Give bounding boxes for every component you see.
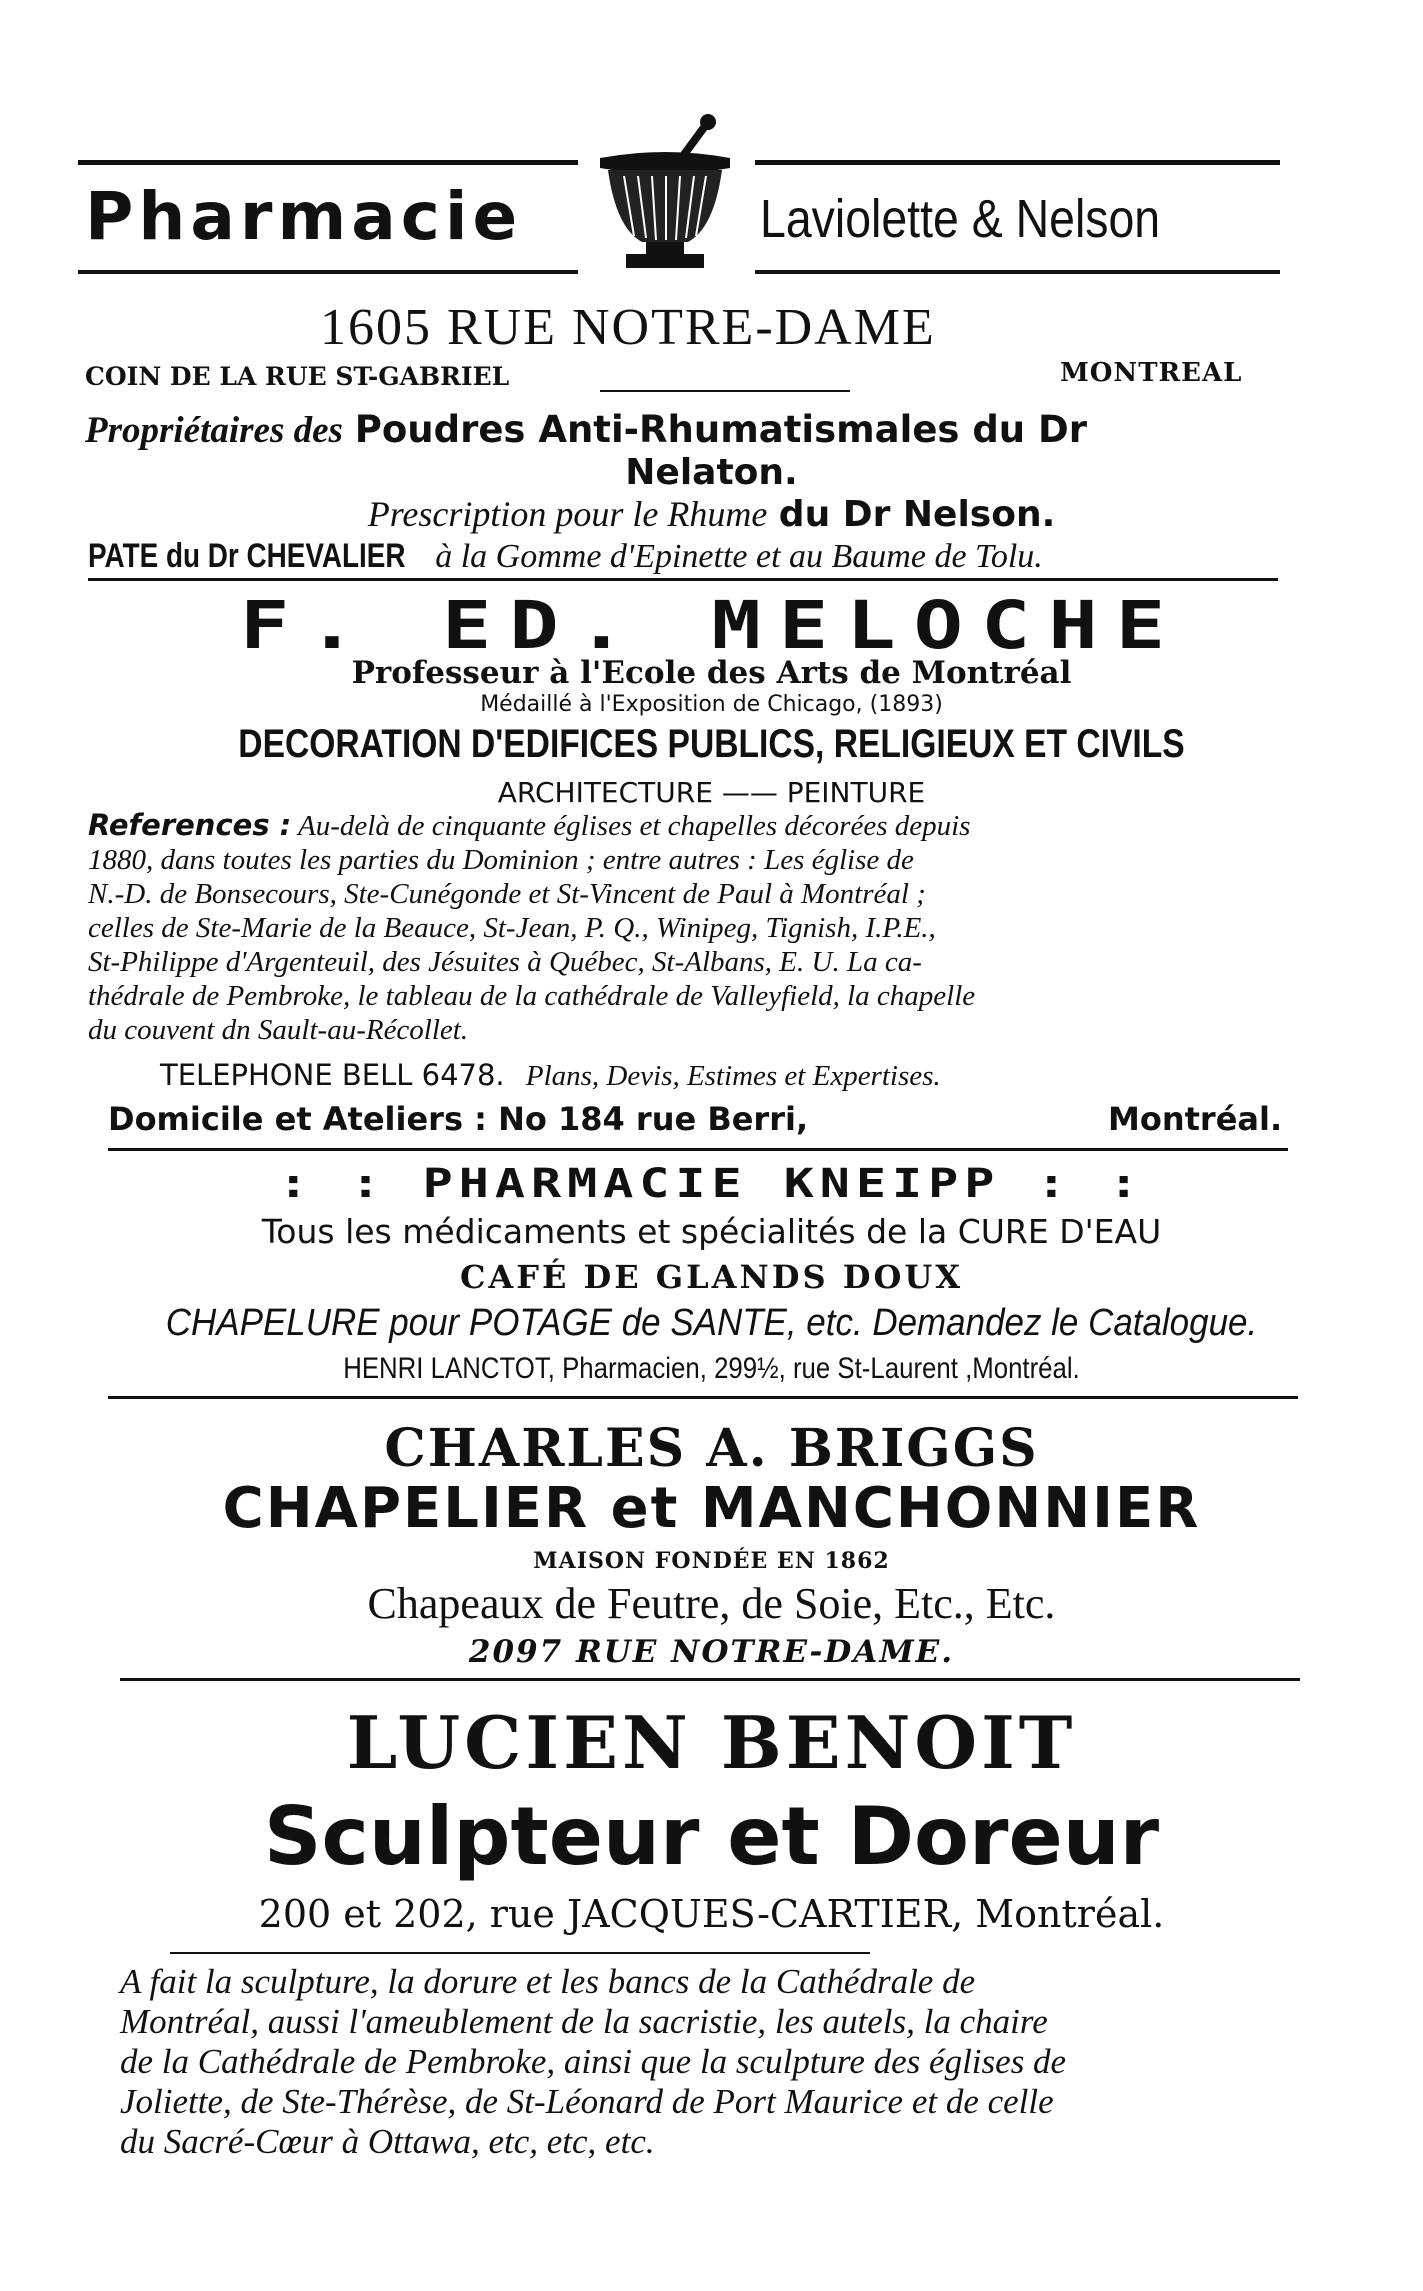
section-rule-3 <box>108 1396 1298 1399</box>
briggs-founded: MAISON FONDÉE EN 1862 <box>533 1548 890 1574</box>
pharmacie-line1: Propriétaires des Poudres Anti-Rhumatismales du Dr <box>85 408 1087 451</box>
meloche-decoration: DECORATION D'EDIFICES PUBLICS, RELIGIEUX ET CIVILS <box>238 722 1185 766</box>
kneipp-line1: Tous les médicaments et spécialités de la CURE D'EAU <box>261 1212 1162 1251</box>
section-rule-5 <box>170 1952 870 1954</box>
paragraph-line: de la Cathédrale de Pembroke, ainsi que la sculpture des églises de <box>120 2042 1067 2081</box>
pharmacie-title: Pharmacie <box>85 178 523 255</box>
paragraph-line: Joliette, de Ste-Thérèse, de St-Léonard de Port Maurice et de celle <box>120 2082 1054 2121</box>
firm-name: Laviolette & Nelson <box>760 189 1161 249</box>
benoit-trade: Sculpteur et Doreur <box>263 1790 1160 1883</box>
pharmacie-city: MONTREAL <box>1060 358 1243 388</box>
pharmacie-line3: Prescription pour le Rhume du Dr Nelson. <box>367 494 1056 535</box>
references-line: du couvent dn Sault-au-Récollet. <box>88 1014 469 1046</box>
meloche-domicile: Domicile et Ateliers : No 184 rue Berri, <box>108 1100 809 1138</box>
references-line: N.-D. de Bonsecours, Ste-Cunégonde et St-Vincent de Paul à Montréal ; <box>88 878 926 910</box>
pharmacie-address: 1605 RUE NOTRE-DAME <box>320 299 936 356</box>
meloche-city: Montréal. <box>1108 1100 1283 1138</box>
meloche-professor: Professeur à l'Ecole des Arts de Montréal <box>351 655 1072 691</box>
top-rule-right <box>755 160 1280 165</box>
pharmacie-line4: PATE du Dr CHEVALIER à la Gomme d'Epinette et au Baume de Tolu. <box>88 537 1043 575</box>
briggs-name: CHARLES A. BRIGGS <box>384 1418 1039 1479</box>
meloche-disciplines: ARCHITECTURE —— PEINTURE <box>497 776 926 809</box>
kneipp-line3: CHAPELURE pour POTAGE de SANTE, etc. Demandez le Catalogue. <box>165 1302 1258 1344</box>
references-line: References : Au-delà de cinquante églises et chapelles décorées depuis <box>88 808 971 842</box>
references-line: St-Philippe d'Argenteuil, des Jésuites à Québec, St-Albans, E. U. La ca- <box>88 946 922 978</box>
references-line: 1880, dans toutes les parties du Dominion ; entre autres : Les église de <box>88 844 914 876</box>
top-rule-left-bottom <box>78 270 578 274</box>
meloche-telephone-line: TELEPHONE BELL 6478. Plans, Devis, Estimes et Expertises. <box>160 1058 941 1092</box>
meloche-references <box>88 808 1303 1047</box>
pharmacie-line2: Nelaton. <box>625 452 798 493</box>
benoit-name: LUCIEN BENOIT <box>346 1700 1077 1785</box>
meloche-name: F. ED. MELOCHE <box>239 588 1184 664</box>
top-rule-right-bottom <box>755 270 1280 274</box>
references-line: thédrale de Pembroke, le tableau de la cathédrale de Valleyfield, la chapelle <box>88 980 976 1012</box>
mortar-and-pestle-icon <box>590 110 740 285</box>
paragraph-line: A fait la sculpture, la dorure et les bancs de la Cathédrale de <box>120 1962 976 2001</box>
corner-underline <box>600 390 850 392</box>
paragraph-line: Montréal, aussi l'ameublement de la sacristie, les autels, la chaire <box>120 2002 1048 2041</box>
briggs-address: 2097 RUE NOTRE-DAME. <box>468 1634 955 1670</box>
briggs-products: Chapeaux de Feutre, de Soie, Etc., Etc. <box>367 1579 1056 1628</box>
section-rule-2 <box>108 1148 1288 1151</box>
benoit-paragraph <box>120 1962 1320 2162</box>
references-line: celles de Ste-Marie de la Beauce, St-Jean, P. Q., Winipeg, Tignish, I.P.E., <box>88 912 936 944</box>
section-rule-4 <box>120 1678 1300 1681</box>
kneipp-line2: CAFÉ DE GLANDS DOUX <box>459 1258 964 1296</box>
kneipp-title: : : PHARMACIE KNEIPP : : <box>278 1160 1145 1207</box>
top-rule-left <box>78 160 578 165</box>
paragraph-line: du Sacré-Cœur à Ottawa, etc, etc, etc. <box>120 2122 655 2161</box>
kneipp-line4: HENRI LANCTOT, Pharmacien, 299½, rue St-Laurent ,Montréal. <box>343 1352 1080 1385</box>
briggs-trade: CHAPELIER et MANCHONNIER <box>222 1476 1201 1541</box>
pharmacie-corner: COIN DE LA RUE ST-GABRIEL <box>85 362 510 391</box>
section-rule-1 <box>88 578 1278 581</box>
benoit-address: 200 et 202, rue JACQUES-CARTIER, Montréal. <box>258 1892 1165 1936</box>
meloche-medal: Médaillé à l'Exposition de Chicago, (1893) <box>480 692 943 717</box>
